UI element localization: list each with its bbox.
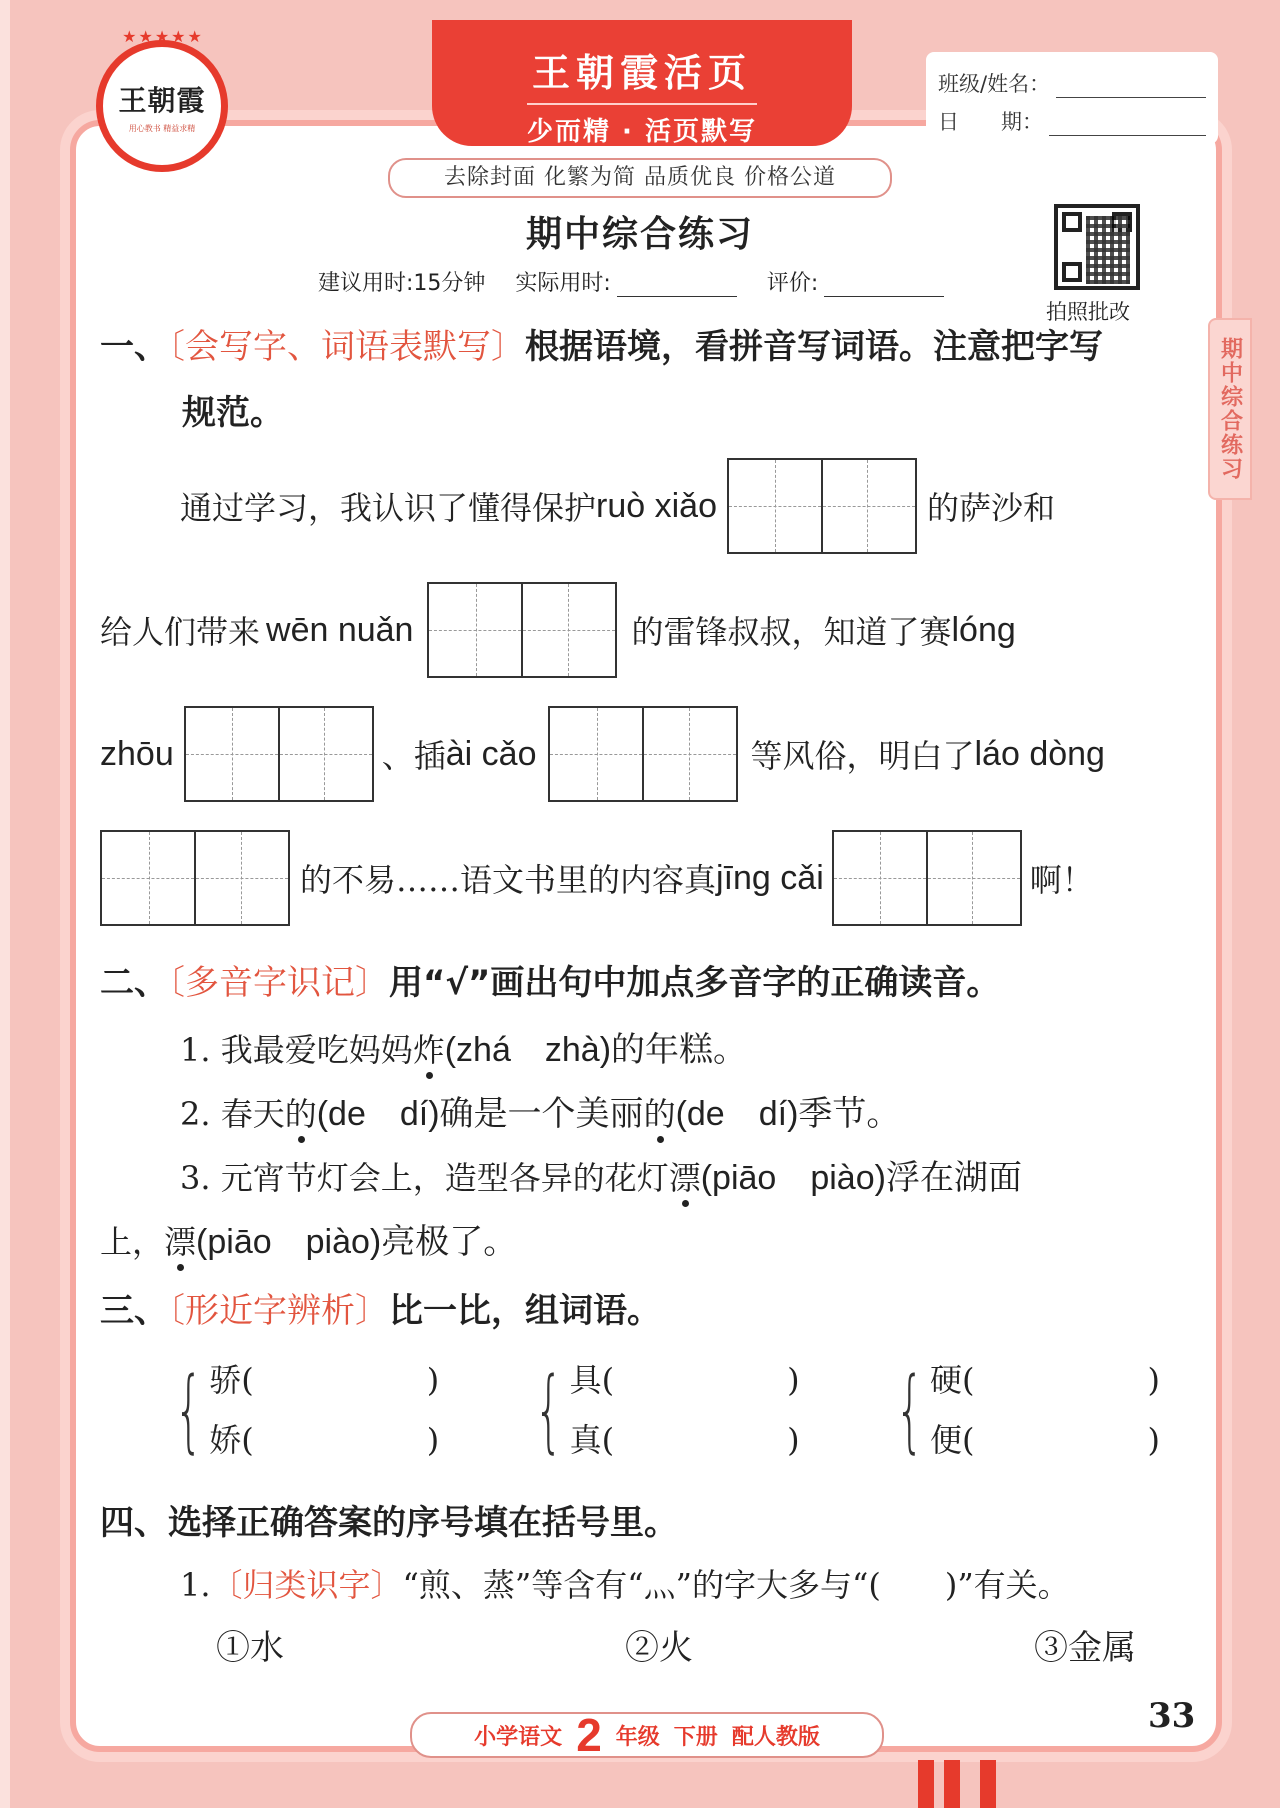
ribbon-tab bbox=[918, 1760, 934, 1808]
qr-code-icon[interactable] bbox=[1054, 204, 1140, 290]
q2-s3a: 3. 元宵节灯会上，造型各异的花灯 bbox=[180, 1159, 669, 1197]
q1-heading bbox=[100, 320, 1190, 374]
pinyin-ruo-xiao: ruò xiǎo bbox=[596, 486, 717, 525]
q3-group-2: { 具( ) 真( ) bbox=[520, 1350, 799, 1470]
q1-text: 根据语境，看拼音写词语。注意把字写 bbox=[525, 327, 1103, 367]
q3-char-ying: 硬( bbox=[929, 1361, 975, 1399]
option-fire[interactable]: ②火 bbox=[625, 1628, 693, 1668]
side-tab: 期中综合练习 bbox=[1208, 318, 1252, 500]
rating-field[interactable] bbox=[824, 274, 944, 297]
q3-tag: 〔形近字辨析〕 bbox=[168, 1291, 389, 1331]
q1-heading-cont: 规范。 bbox=[182, 393, 284, 433]
dotted-char-piao-2: 漂 bbox=[164, 1223, 197, 1261]
footer-label bbox=[410, 1709, 884, 1761]
header-banner bbox=[432, 20, 852, 146]
q1-p4a: 的不易……语文书里的内容真 bbox=[300, 861, 717, 899]
pinyin-lao-dong: láo dòng bbox=[974, 734, 1105, 773]
q3-pair-item[interactable] bbox=[930, 1350, 1160, 1410]
name-date-box bbox=[926, 52, 1218, 144]
dotted-char-zha: 炸 bbox=[412, 1031, 445, 1069]
dotted-char-de-2: 的 bbox=[643, 1095, 676, 1133]
q2-tag: 〔多音字识记〕 bbox=[168, 963, 389, 1003]
q4-item-text[interactable]: “煎、蒸”等含有“灬”的字大多与“( )”有关。 bbox=[402, 1566, 1070, 1604]
option-metal[interactable]: ③金属 bbox=[1034, 1628, 1136, 1668]
ribbon-tab bbox=[944, 1760, 960, 1808]
answer-grid-1[interactable] bbox=[727, 458, 917, 554]
q3-char-zhen: 真( bbox=[569, 1421, 615, 1459]
q3-close: ) bbox=[1147, 1361, 1160, 1399]
pinyin-zhou: zhōu bbox=[100, 734, 174, 773]
actual-time-label: 实际用时: bbox=[515, 271, 611, 296]
q3-pair-item[interactable] bbox=[570, 1350, 800, 1410]
q3-char-jiao-1: 骄( bbox=[209, 1361, 254, 1399]
q4-number: 四、 bbox=[100, 1503, 168, 1543]
q3-char-bian: 便( bbox=[929, 1421, 975, 1459]
suggested-time: 建议用时:15分钟 bbox=[318, 271, 486, 296]
q1-p1a: 通过学习，我认识了懂得保护 bbox=[180, 489, 597, 527]
q2-s1a: 1. 我最爱吃妈妈 bbox=[180, 1031, 413, 1069]
class-name-field[interactable] bbox=[1056, 73, 1206, 98]
q3-close: ) bbox=[787, 1361, 800, 1399]
q1-line-1 bbox=[180, 456, 1180, 556]
footer-grade-number: 2 bbox=[576, 1709, 602, 1761]
q1-p3b: 等风俗，明白了 bbox=[750, 737, 975, 775]
pinyin-long: lóng bbox=[951, 610, 1016, 649]
q2-text: 用“√”画出句中加点多音字的正确读音。 bbox=[389, 963, 1001, 1003]
answer-grid-2[interactable] bbox=[427, 582, 617, 678]
q1-line-3 bbox=[100, 704, 1190, 804]
brand-logo bbox=[96, 27, 228, 172]
q2-s3d[interactable]: (piāo piào)亮极了。 bbox=[196, 1223, 518, 1261]
q1-line-2 bbox=[100, 580, 1190, 680]
slogan-strip: 去除封面 化繁为简 品质优良 价格公道 bbox=[388, 158, 892, 198]
dotted-char-piao-1: 漂 bbox=[668, 1159, 701, 1197]
q3-char-jiao-2: 娇( bbox=[209, 1421, 254, 1459]
q3-pair-item[interactable] bbox=[209, 1350, 439, 1410]
answer-grid-4[interactable] bbox=[548, 706, 738, 802]
pinyin-wen-nuan: wēn nuǎn bbox=[266, 610, 414, 649]
q2-item-1 bbox=[180, 1022, 747, 1071]
q4-item-1 bbox=[180, 1560, 1190, 1606]
page-number: 33 bbox=[1148, 1696, 1196, 1736]
q3-close: ) bbox=[426, 1361, 440, 1399]
q4-heading bbox=[100, 1496, 678, 1550]
q3-text: 比一比，组词语。 bbox=[389, 1291, 661, 1331]
q4-text: 选择正确答案的序号填在括号里。 bbox=[168, 1503, 678, 1543]
q4-options bbox=[216, 1620, 1136, 1669]
q2-item-2 bbox=[180, 1086, 900, 1135]
q3-heading bbox=[100, 1284, 661, 1338]
pinyin-jing-cai: jīng cǎi bbox=[716, 858, 824, 897]
q3-close: ) bbox=[1147, 1421, 1160, 1459]
ribbon-tab bbox=[980, 1760, 996, 1808]
q3-groups bbox=[160, 1350, 1160, 1470]
rating-label: 评价: bbox=[766, 271, 819, 296]
q1-p1b: 的萨沙和 bbox=[926, 489, 1055, 527]
logo-stars: ★★★★★ bbox=[122, 27, 204, 46]
q3-group-1: { 骄( ) 娇( ) bbox=[160, 1350, 439, 1470]
time-info bbox=[318, 266, 974, 297]
q1-p3a: 、插 bbox=[381, 737, 446, 775]
q4-item-number: 1. bbox=[180, 1566, 211, 1604]
answer-grid-6[interactable] bbox=[832, 830, 1022, 926]
date-label: 日 期： bbox=[938, 110, 1043, 134]
footer-grade: 年级 bbox=[615, 1724, 660, 1750]
q2-s2c[interactable]: (de dí)季节。 bbox=[675, 1095, 901, 1133]
q2-s2a: 2. 春天 bbox=[180, 1095, 285, 1133]
class-name-label: 班级/姓名： bbox=[938, 72, 1051, 96]
q1-p2b: 的雷锋叔叔，知道了赛 bbox=[631, 613, 952, 651]
q3-close: ) bbox=[426, 1421, 440, 1459]
logo-name: 王朝霞 bbox=[118, 83, 206, 117]
q1-p2a: 给人们带来 bbox=[100, 613, 261, 651]
answer-grid-5[interactable] bbox=[100, 830, 290, 926]
page-title: 期中综合练习 bbox=[525, 214, 754, 255]
q1-number: 一、 bbox=[100, 327, 168, 367]
q3-pair-item[interactable] bbox=[930, 1410, 1160, 1470]
logo-slogan: 用心教书 精益求精 bbox=[128, 123, 196, 133]
banner-subtitle: 少而精 · 活页默写 bbox=[527, 103, 757, 148]
footer-term: 下册 bbox=[673, 1724, 718, 1750]
q3-group-3: { 硬( ) 便( ) bbox=[881, 1350, 1160, 1470]
q2-s1b[interactable]: (zhá zhà)的年糕。 bbox=[444, 1031, 748, 1069]
q1-tag: 〔会写字、词语表默写〕 bbox=[168, 327, 525, 367]
footer-edition: 配人教版 bbox=[731, 1724, 820, 1750]
qr-label: 拍照批改 bbox=[1046, 300, 1130, 324]
q2-s3c: 上， bbox=[100, 1223, 165, 1261]
q2-item-3 bbox=[180, 1150, 1190, 1199]
q2-item-3-cont bbox=[100, 1214, 517, 1263]
q2-s2b[interactable]: (de dí)确是一个美丽 bbox=[316, 1095, 644, 1133]
q1-line-4 bbox=[100, 828, 1190, 928]
q3-pair-item[interactable] bbox=[570, 1410, 800, 1470]
q2-heading bbox=[100, 956, 1190, 1010]
q4-item-tag: 〔归类识字〕 bbox=[210, 1566, 403, 1604]
q3-close: ) bbox=[787, 1421, 800, 1459]
answer-grid-3[interactable] bbox=[184, 706, 374, 802]
q3-pair-item[interactable] bbox=[209, 1410, 439, 1470]
pinyin-ai-cao: ài cǎo bbox=[445, 734, 537, 773]
q2-s3b[interactable]: (piāo piào)浮在湖面 bbox=[700, 1159, 1022, 1197]
q2-number: 二、 bbox=[100, 963, 168, 1003]
banner-title: 王朝霞活页 bbox=[531, 50, 752, 95]
q3-char-ju: 具( bbox=[569, 1361, 615, 1399]
q3-number: 三、 bbox=[100, 1291, 168, 1331]
dotted-char-de-1: 的 bbox=[284, 1095, 317, 1133]
option-water[interactable]: ①水 bbox=[216, 1628, 284, 1668]
actual-time-field[interactable] bbox=[617, 274, 737, 297]
date-field[interactable] bbox=[1049, 111, 1206, 136]
q1-p4b: 啊！ bbox=[1029, 861, 1094, 899]
footer-subject: 小学语文 bbox=[474, 1724, 563, 1750]
